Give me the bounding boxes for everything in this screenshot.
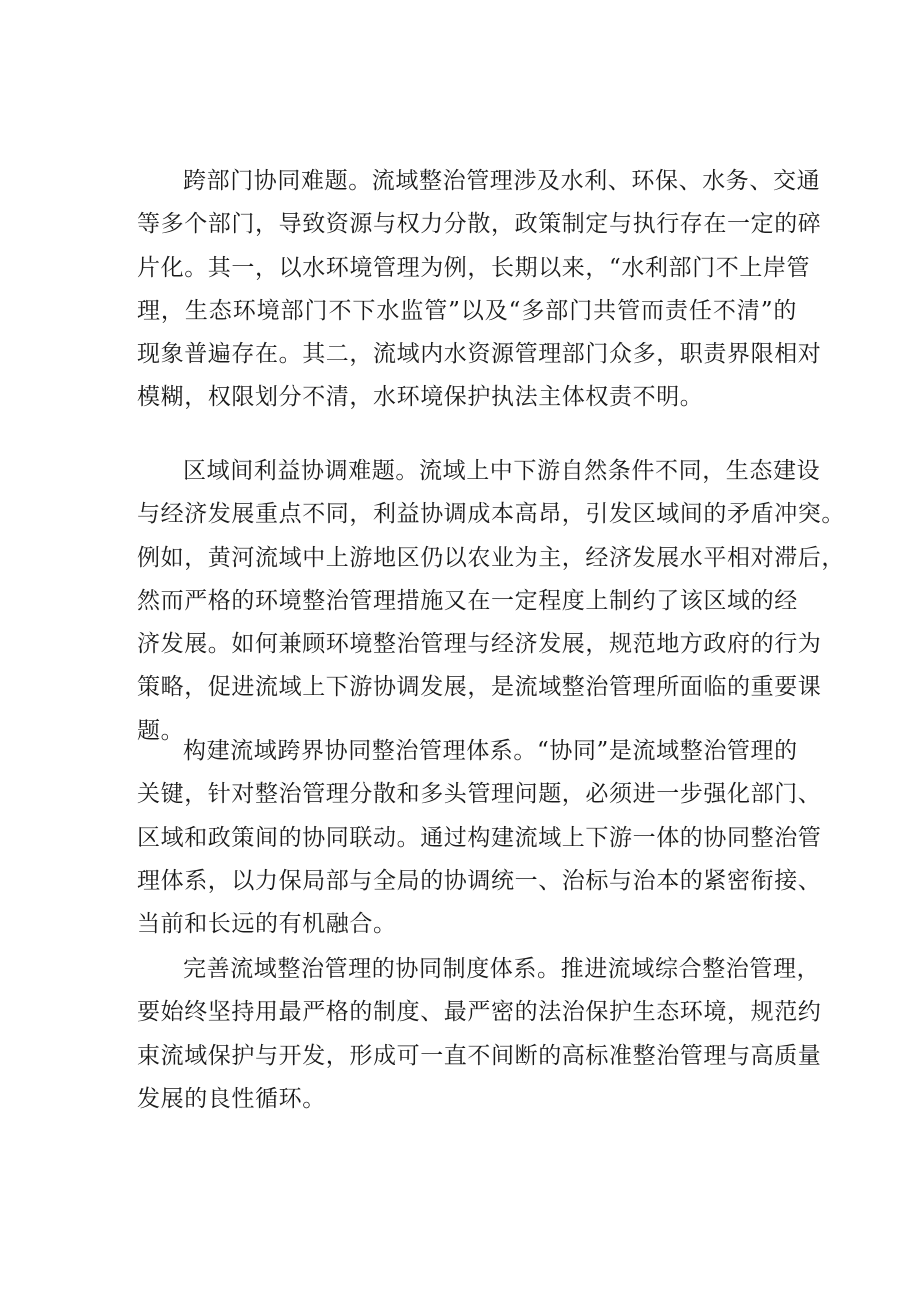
paragraph-line: 完善流域整治管理的协同制度体系。推进流域综合整治管理， [183,956,821,982]
paragraph-line: 题。 [137,717,185,744]
paragraph-line: 模糊，权限划分不清，水环境保护执法主体权责不明。 [137,384,704,411]
paragraph-line: 与经济发展重点不同，利益协调成本高昂，引发区域间的矛盾冲突。 [137,501,845,528]
paragraph-line: 理，生态环境部门不下水监管”以及“多部门共管而责任不清”的 [137,297,797,324]
paragraph-line: 然而严格的环境整治管理措施又在一定程度上制约了该区域的经 [137,587,798,614]
paragraph-line: 片化。其一，以水环境管理为例，长期以来，“水利部门不上岸管 [137,254,811,281]
paragraph-line: 区域间利益协调难题。流域上中下游自然条件不同，生态建设 [183,458,821,484]
paragraph-line: 等多个部门，导致资源与权力分散，政策制定与执行存在一定的碎 [137,211,822,238]
paragraph-line: 要始终坚持用最严格的制度、最严密的法治保护生态环境，规范约 [137,999,822,1026]
paragraph-line: 当前和长远的有机融合。 [137,911,397,938]
paragraph-line: 现象普遍存在。其二，流域内水资源管理部门众多，职责界限相对 [137,341,822,368]
paragraph-line: 策略，促进流域上下游协调发展，是流域整治管理所面临的重要课 [137,674,822,701]
paragraph-build-system [137,730,822,946]
paragraph-line: 跨部门协同难题。流域整治管理涉及水利、环保、水务、交通 [183,168,821,194]
paragraph-line: 关键，针对整治管理分散和多头管理问题，必须进一步强化部门、 [137,781,822,808]
paragraph-line: 区域和政策间的协同联动。通过构建流域上下游一体的协同整治管 [137,824,822,851]
paragraph-line: 济发展。如何兼顾环境整治管理与经济发展，规范地方政府的行为 [137,631,822,658]
paragraph-improve-institutions [137,948,822,1121]
paragraph-line: 发展的良性循环。 [137,1085,326,1112]
paragraph-line: 束流域保护与开发，形成可一直不间断的高标准整治管理与高质量 [137,1042,822,1069]
paragraph-line: 构建流域跨界协同整治管理体系。“协同”是流域整治管理的 [183,738,798,764]
paragraph-line: 理体系，以力保局部与全局的协调统一、治标与治本的紧密衔接、 [137,867,822,894]
paragraph-line: 例如，黄河流域中上游地区仍以农业为主，经济发展水平相对滞后， [137,544,845,571]
paragraph-regional-interest [137,450,845,753]
paragraph-cross-department [137,160,822,420]
